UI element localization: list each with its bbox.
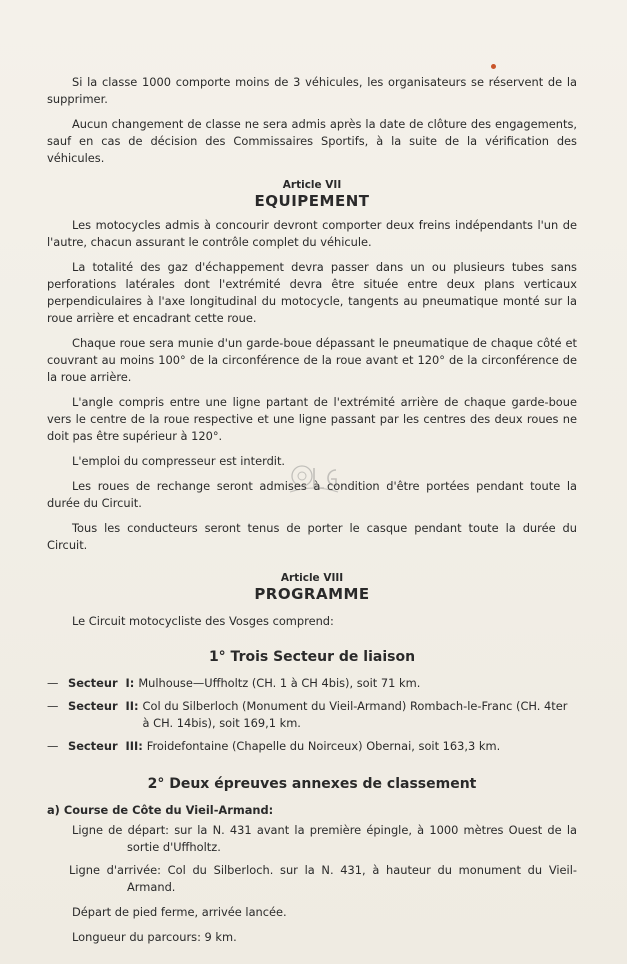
paragraph: Les motocycles admis à concourir devront comporter deux freins indépendants l'un de l'autre, chacun assurant le contrôle complet du véhicule. [47,218,577,249]
article-title: PROGRAMME [254,585,370,603]
ink-spot [491,64,496,69]
paragraph: Ligne de départ: sur la N. 431 avant la première épingle, à 1000 mètres Ouest de la sortie d'Uffholtz. [72,823,577,854]
sector-item [47,698,577,732]
section-title: 2° Deux épreuves annexes de classement [147,776,477,792]
sector-label: Secteur III: [68,739,143,753]
paragraph: Longueur du parcours: 9 km. [72,930,237,944]
sector-label: Secteur I: [68,676,135,690]
article-label: Article VII [282,179,342,191]
course-heading: a) Course de Côte du Vieil-Armand: [47,803,274,817]
paragraph: Les roues de rechange seront admises à condition d'être portées pendant toute la durée du Circuit. [47,479,577,510]
sector-item [47,675,577,692]
dash-mark: — [47,699,59,713]
section-title: 1° Trois Secteur de liaison [208,649,416,665]
paragraph: Départ de pied ferme, arrivée lancée. [72,905,287,919]
paragraph: Chaque roue sera munie d'un garde-boue dépassant le pneumatique de chaque côté et couvrant au moins 100° de la circonférence de la roue avant et 120° de la circonférence de la roue arrière. [47,336,577,384]
sector-text: Mulhouse—Uffholtz (CH. 1 à CH 4bis), soit 71 km. [138,676,421,690]
paragraph: Le Circuit motocycliste des Vosges comprend: [72,614,334,628]
paragraph: L'angle compris entre une ligne partant de l'extrémité arrière de chaque garde-boue vers le centre de la roue respective et une ligne passant par les centres des deux roues ne doit pas être supérieur à 120°. [47,395,577,443]
dash-mark: — [47,676,59,690]
paragraph: Aucun changement de classe ne sera admis après la date de clôture des engagements, sauf en cas de décision des Commissaires Sportifs, à la suite de la vérification des véhicules. [47,117,577,165]
paragraph: Tous les conducteurs seront tenus de porter le casque pendant toute la durée du Circuit. [47,521,577,552]
sector-text: Col du Silberloch (Monument du Vieil-Armand) Rombach-le-Franc (CH. 4ter à CH. 14bis), soit 169,1 km. [142,699,568,730]
sector-item [47,738,577,755]
sector-text: Froidefontaine (Chapelle du Noirceux) Obernai, soit 163,3 km. [146,739,501,753]
paragraph: La totalité des gaz d'échappement devra passer dans un ou plusieurs tubes sans perforations latérales dont l'extrémité devra être située entre deux plans verticaux perpendiculaires à l'axe longitudinal du motocycle, tangents au pneumatique monté sur la roue arrière et encadrant cette roue. [47,260,577,325]
paragraph: L'emploi du compresseur est interdit. [72,454,286,468]
article-title: EQUIPEMENT [254,192,370,210]
paragraph: Ligne d'arrivée: Col du Silberloch. sur la N. 431, à hauteur du monument du Vieil-Armand. [69,863,577,894]
document-body [47,74,577,946]
sector-label: Secteur II: [68,699,139,713]
dash-mark: — [47,739,59,753]
article-label: Article VIII [280,572,344,584]
paragraph: Si la classe 1000 comporte moins de 3 véhicules, les organisateurs se réservent de la supprimer. [47,75,577,106]
faint-stamp-mark [284,458,344,502]
